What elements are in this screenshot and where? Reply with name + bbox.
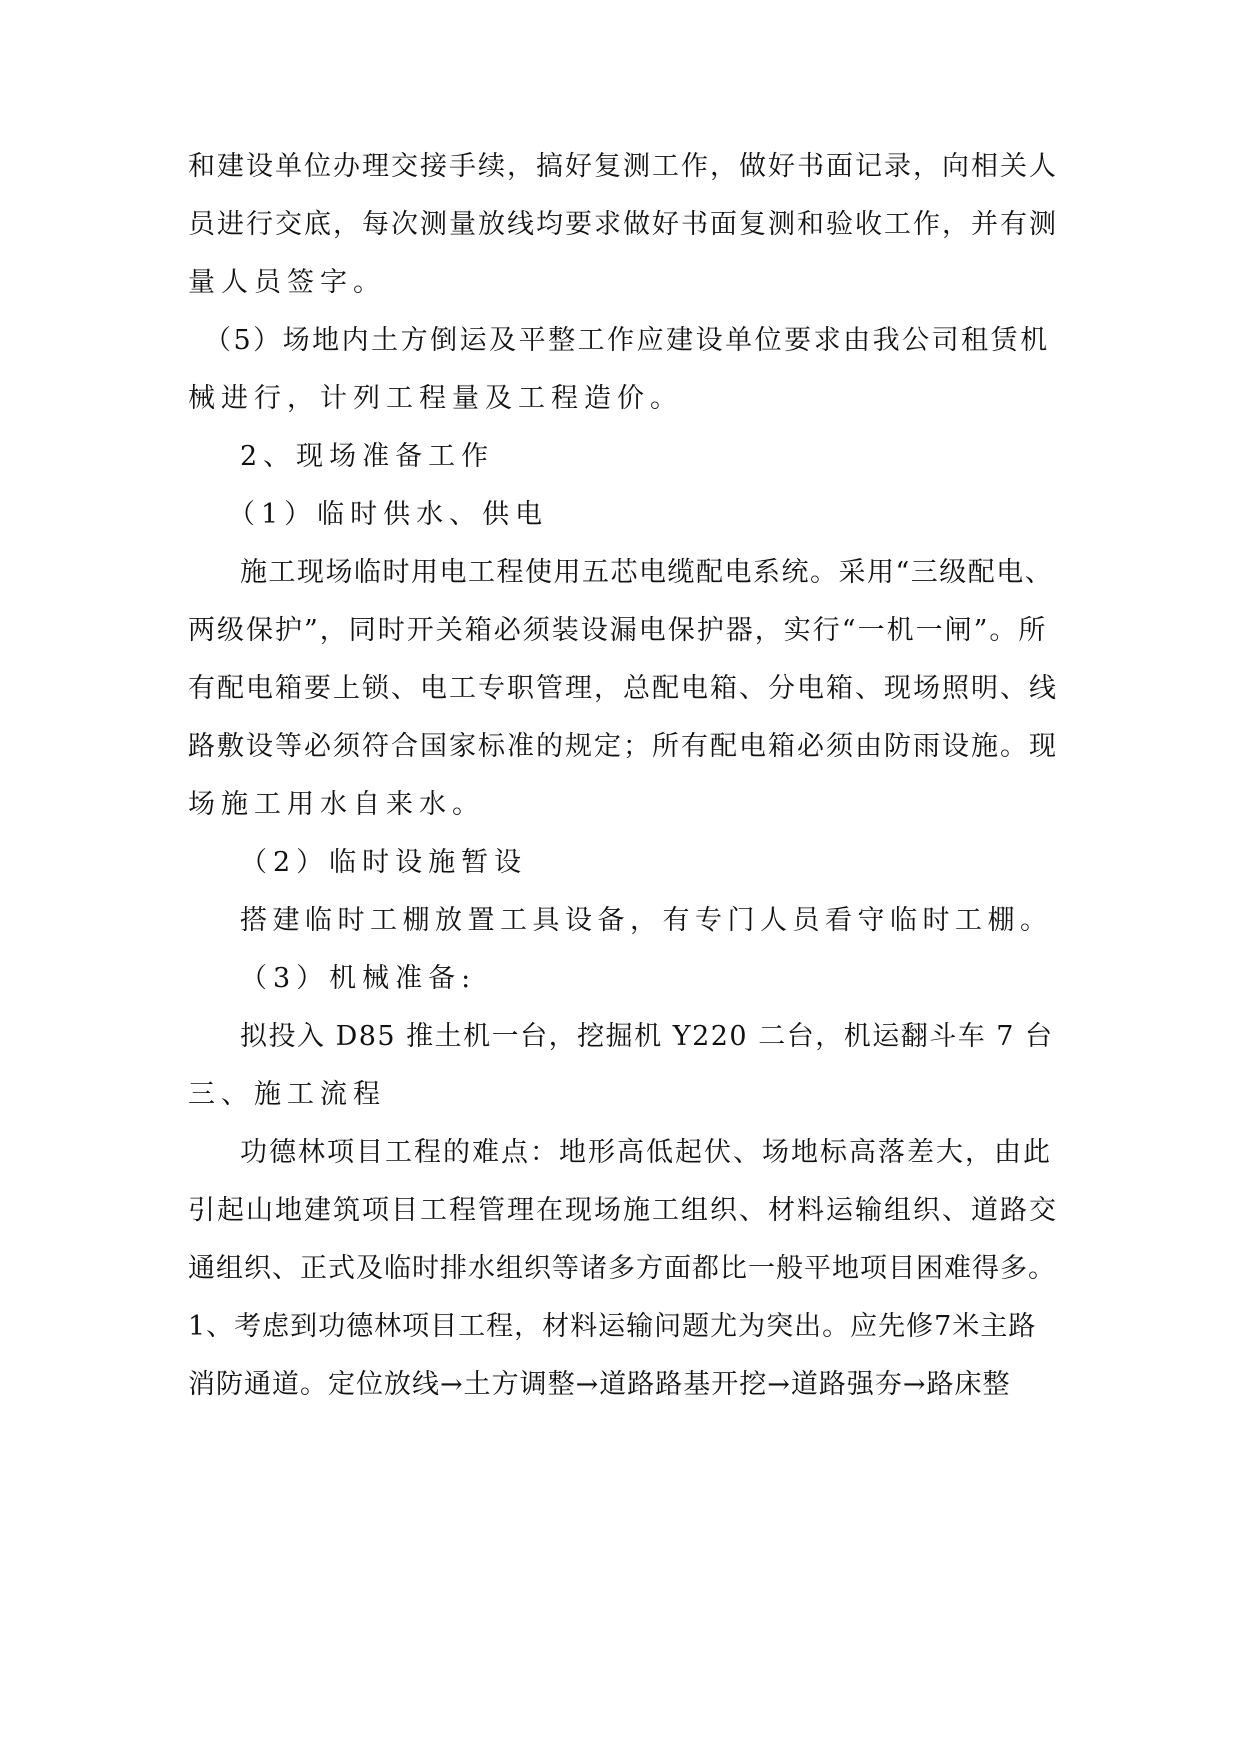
text-line-3: 量人员签字。 <box>188 267 386 298</box>
text-line-12: 场施工用水自来水。 <box>188 789 485 820</box>
text-line-11: 路敷设等必须符合国家标准的规定；所有配电箱必须由防雨设施。现 <box>188 731 1058 762</box>
text-line-9: 两级保护”，同时开关箱必须装设漏电保护器，实行“一机一闸”。所 <box>188 615 1048 646</box>
text-line-1: 和建设单位办理交接手续，搞好复测工作，做好书面记录，向相关人 <box>188 151 1058 182</box>
subheading-temporary-water-power: （1）临时供水、供电 <box>228 499 549 530</box>
subheading-machinery-preparation: （3）机械准备: <box>240 963 477 994</box>
text-line-22: 消防通道。定位放线→土方调整→道路路基开挖→道路强夯→路床整 <box>188 1369 1011 1400</box>
subheading-temporary-facilities: （2）临时设施暂设 <box>240 847 528 878</box>
text-line-20: 通组织、正式及临时排水组织等诸多方面都比一般平地项目困难得多。 <box>188 1253 1056 1284</box>
text-line-2: 员进行交底，每次测量放线均要求做好书面复测和验收工作，并有测 <box>188 209 1058 240</box>
text-line-18: 功德林项目工程的难点：地形高低起伏、场地标高落差大，由此 <box>240 1137 1052 1168</box>
section-heading-construction-process: 三、施工流程 <box>188 1079 386 1110</box>
text-line-16: 拟投入 D85 推土机一台，挖掘机 Y220 二台，机运翻斗车 7 台 <box>240 1021 1054 1052</box>
text-line-4: （5）场地内土方倒运及平整工作应建设单位要求由我公司租赁机 <box>204 325 1050 356</box>
text-line-5: 械进行，计列工程量及工程造价。 <box>188 383 683 414</box>
section-heading-site-preparation: 2、现场准备工作 <box>240 441 495 472</box>
text-line-8: 施工现场临时用电工程使用五芯电缆配电系统。采用“三级配电、 <box>240 557 1054 588</box>
text-line-10: 有配电箱要上锁、电工专职管理，总配电箱、分电箱、现场照明、线 <box>188 673 1058 704</box>
text-line-19: 引起山地建筑项目工程管理在现场施工组织、材料运输组织、道路交 <box>188 1195 1058 1226</box>
text-line-21: 1、考虑到功德林项目工程，材料运输问题尤为突出。应先修7米主路 <box>188 1311 1037 1342</box>
text-line-14: 搭建临时工棚放置工具设备，有专门人员看守临时工棚。 <box>240 905 1053 936</box>
